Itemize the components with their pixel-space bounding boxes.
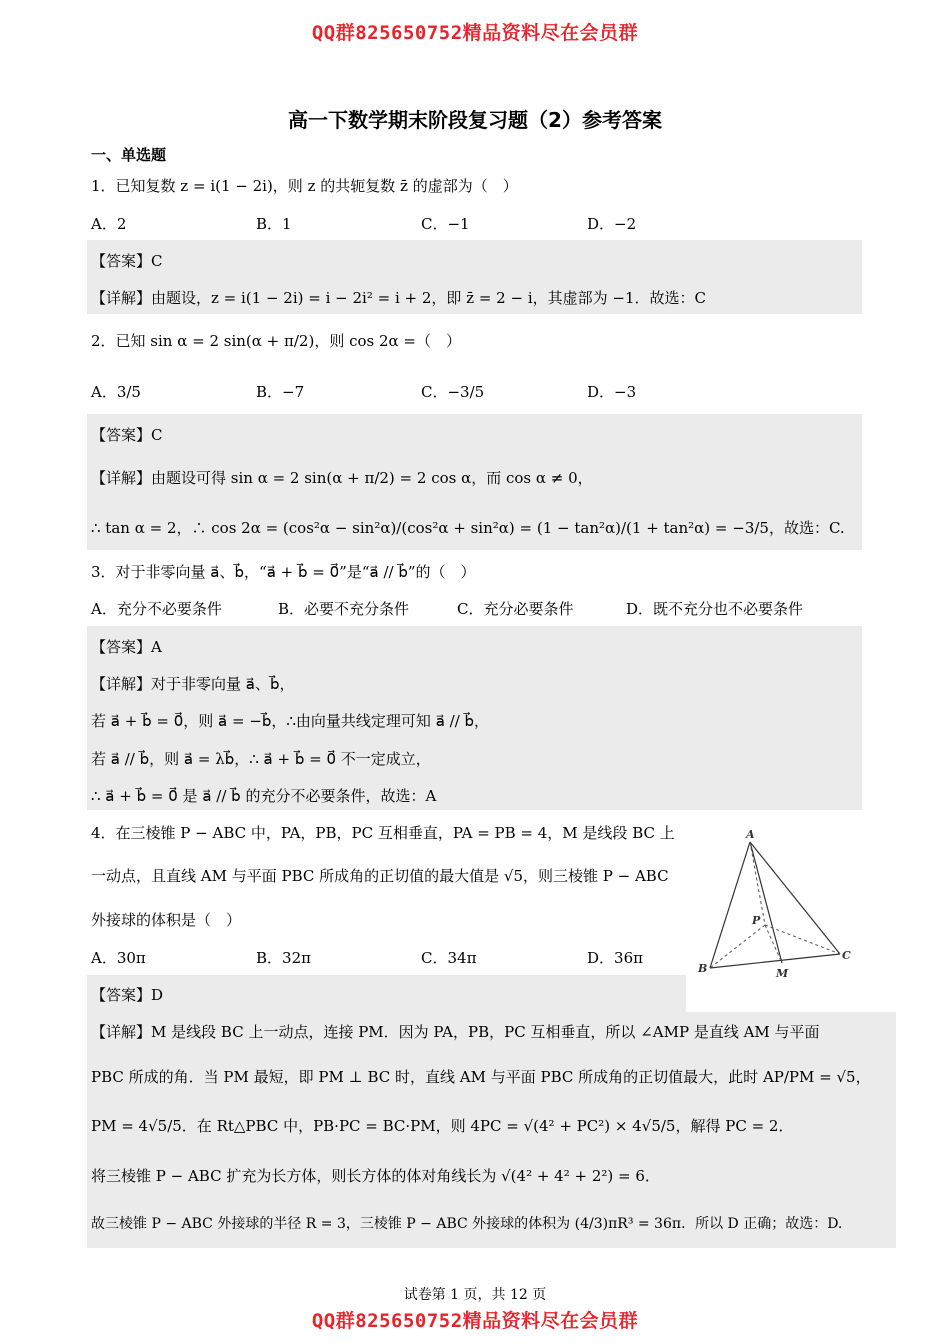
question-4-detail-4: 将三棱锥 P − ABC 扩充为长方体，则长方体的体对角线长为 √(4² + 4² + 2²) = 6． (91, 1167, 660, 1185)
edge-ab (710, 842, 750, 968)
edge-ap (750, 842, 765, 925)
question-4-detail-1: 【详解】M 是线段 BC 上一动点，连接 PM．因为 PA，PB，PC 互相垂直，所以 ∠AMP 是直线 AM 与平面 (91, 1023, 820, 1041)
question-4-detail-3: PM = 4√5/5．在 Rt△PBC 中，PB·PC = BC·PM，则 4PC = √(4² + PC²) × 4√5/5，解得 PC = 2． (91, 1117, 794, 1135)
question-3-detail-3: 若 a⃗ // b⃗，则 a⃗ = λb⃗，∴ a⃗ + b⃗ = 0⃗ 不一定成立， (91, 750, 431, 768)
question-4-answer: 【答案】D (91, 986, 164, 1004)
question-1-option-c: C．−1 (421, 215, 470, 233)
watermark-bottom: QQ群825650752精品资料尽在会员群 (311, 1310, 639, 1332)
question-1-answer: 【答案】C (91, 252, 163, 270)
question-3-option-a: A．充分不必要条件 (91, 600, 222, 618)
question-2-option-b: B．−7 (256, 383, 305, 401)
edge-ac (750, 842, 840, 954)
question-3-option-d: D．既不充分也不必要条件 (626, 600, 804, 618)
vertex-label-p: P (752, 914, 761, 927)
question-1-option-a: A．2 (91, 215, 127, 233)
vertex-label-c: C (842, 949, 851, 962)
vertex-label-b: B (698, 962, 708, 975)
question-2-stem: 2．已知 sin α = 2 sin(α + π/2)，则 cos 2α =（ ） (91, 332, 462, 350)
question-4-option-c: C．34π (421, 949, 477, 967)
question-2-detail-1: 【详解】由题设可得 sin α = 2 sin(α + π/2) = 2 cos α，而 cos α ≠ 0， (91, 469, 593, 487)
question-3-stem: 3．对于非零向量 a⃗、b⃗，“a⃗ + b⃗ = 0⃗”是“a⃗ // b⃗”的（ ） (91, 563, 476, 581)
question-1-option-b: B．1 (256, 215, 292, 233)
page-footer: 试卷第 1 页，共 12 页 (403, 1287, 547, 1303)
question-1-stem: 1．已知复数 z = i(1 − 2i)，则 z 的共轭复数 z̄ 的虚部为（ ） (91, 177, 518, 195)
pyramid-figure (690, 822, 860, 982)
question-4-detail-2: PBC 所成的角．当 PM 最短，即 PM ⊥ BC 时，直线 AM 与平面 PBC 所成角的正切值最大，此时 AP/PM = √5， (91, 1068, 871, 1086)
question-4-option-b: B．32π (256, 949, 311, 967)
question-3-detail-2: 若 a⃗ + b⃗ = 0⃗，则 a⃗ = −b⃗，∴由向量共线定理可知 a⃗ // b⃗， (91, 712, 490, 730)
question-3-answer: 【答案】A (91, 638, 162, 656)
question-2-answer: 【答案】C (91, 426, 163, 444)
question-3-option-b: B．必要不充分条件 (278, 600, 410, 618)
edge-pb (710, 925, 765, 968)
page-title: 高一下数学期末阶段复习题（2）参考答案 (288, 108, 662, 132)
question-2-option-d: D．−3 (587, 383, 637, 401)
watermark-top: QQ群825650752精品资料尽在会员群 (311, 22, 639, 44)
question-1-detail: 【详解】由题设，z = i(1 − 2i) = i − 2i² = i + 2，即 z̄ = 2 − i，其虚部为 −1．故选：C (91, 289, 706, 307)
question-4-option-a: A．30π (91, 949, 146, 967)
edge-bc (710, 954, 840, 968)
question-2-option-c: C．−3/5 (421, 383, 485, 401)
edge-am (750, 842, 782, 963)
question-3-detail-4: ∴ a⃗ + b⃗ = 0⃗ 是 a⃗ // b⃗ 的充分不必要条件，故选：A (91, 787, 437, 805)
section-heading: 一、单选题 (91, 146, 167, 164)
vertex-label-a: A (746, 828, 755, 841)
question-4-option-d: D．36π (587, 949, 643, 967)
question-4-stem-2: 一动点，且直线 AM 与平面 PBC 所成角的正切值的最大值是 √5，则三棱锥 P − ABC (91, 867, 669, 885)
question-2-option-a: A．3/5 (91, 383, 141, 401)
question-4-detail-5: 故三棱锥 P − ABC 外接球的半径 R = 3，三棱锥 P − ABC 外接球的体积为 (4/3)πR³ = 36π．所以 D 正确；故选：D. (91, 1216, 843, 1232)
question-4-stem-1: 4．在三棱锥 P − ABC 中，PA，PB，PC 互相垂直，PA = PB = 4，M 是线段 BC 上 (91, 824, 675, 842)
question-2-detail-2: ∴ tan α = 2，∴ cos 2α = (cos²α − sin²α)/(cos²α + sin²α) = (1 − tan²α)/(1 + tan²α) = −3/5，故选：C. (91, 519, 845, 537)
question-3-option-c: C．充分必要条件 (457, 600, 574, 618)
question-1-option-d: D．−2 (587, 215, 637, 233)
question-4-stem-3: 外接球的体积是（ ） (91, 911, 242, 929)
question-3-detail-1: 【详解】对于非零向量 a⃗、b⃗， (91, 675, 295, 693)
vertex-label-m: M (776, 967, 789, 980)
question-4-answer-box-top (87, 975, 686, 1013)
